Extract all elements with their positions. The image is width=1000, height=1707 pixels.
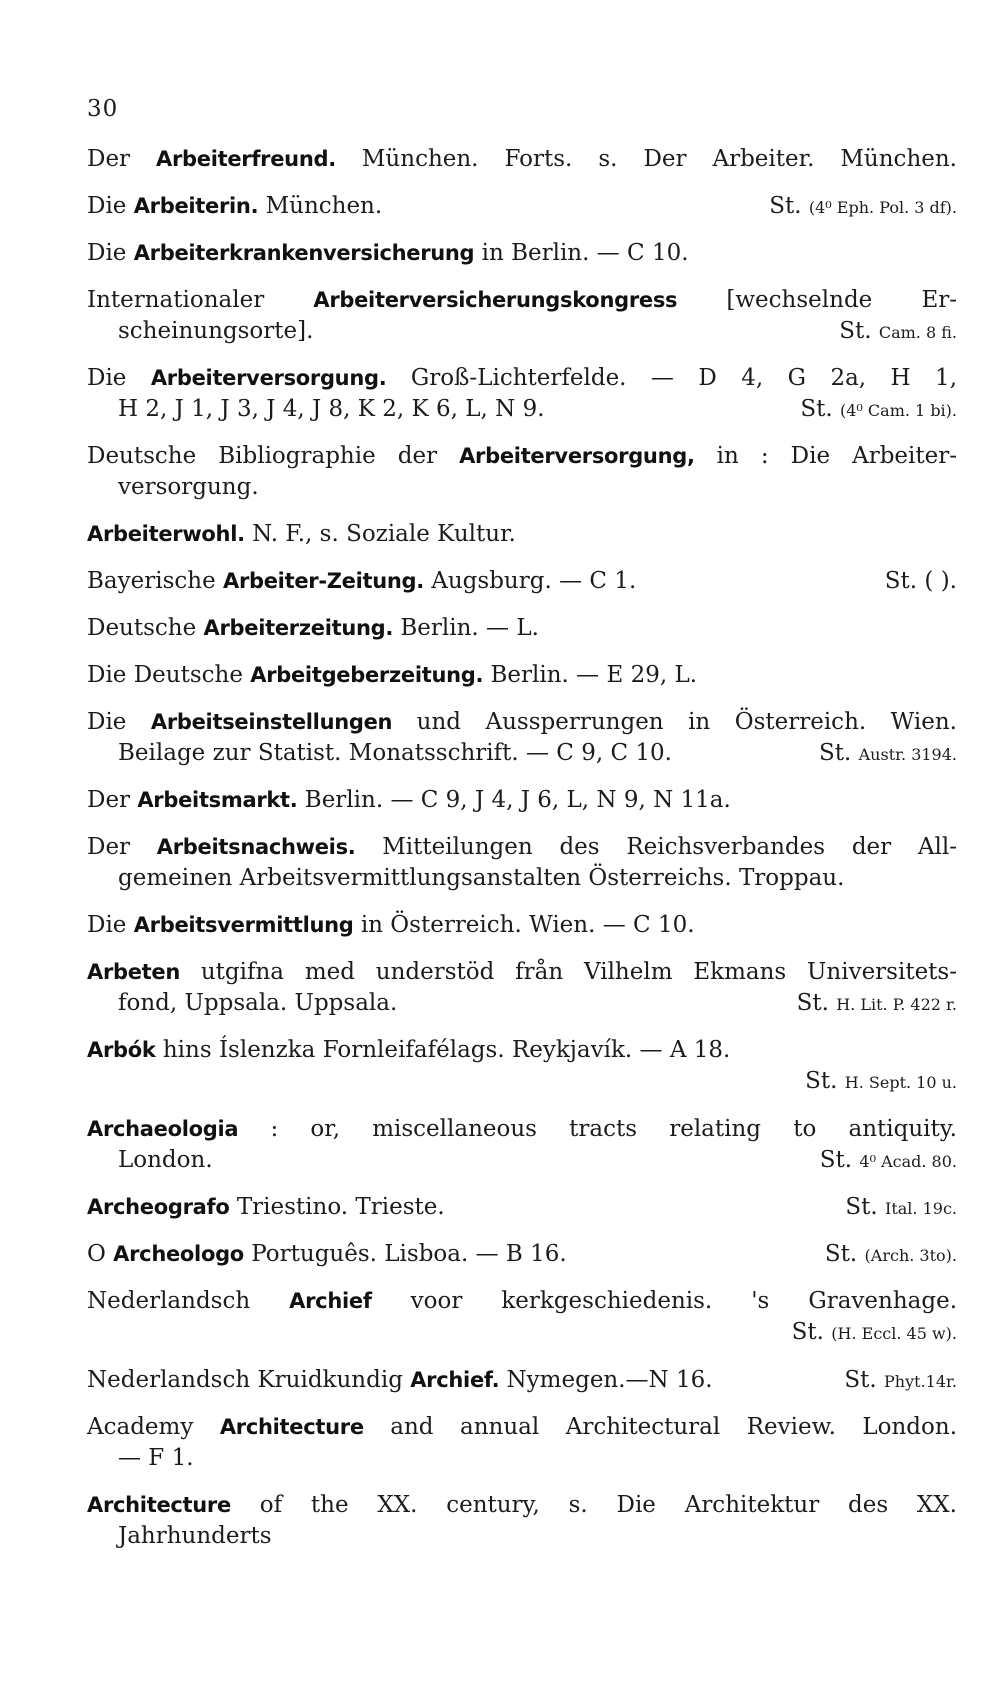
entry-line: Internationaler Arbeiterversicherungskongress [wechselnde Er- [87,287,957,313]
page-number: 30 [87,96,119,122]
entry-line: — F 1. [118,1445,194,1471]
entry-headword: Arbeiterzeitung. [203,616,394,640]
entry-line: Deutsche Arbeiterzeitung. Berlin. — L. [87,615,539,641]
entry-line: London. St. 4⁰ Acad. 80. [87,1145,957,1176]
shelfmark: St. (4⁰ Cam. 1 bi). [800,396,957,422]
entry-headword: Arbeiterversorgung. [150,366,387,390]
shelfmark: St. Cam. 8 fi. [839,318,957,344]
entry-line: versorgung. [118,474,259,500]
shelfmark: St. H. Lit. P. 422 r. [796,990,957,1016]
entry-headword: Arbeitsnachweis. [156,835,356,859]
entry-line: Der Arbeitsnachweis. Mitteilungen des Reichsverbandes der All- [87,834,958,860]
entry-line: Die Arbeiterkrankenversicherung in Berlin. — C 10. [87,240,689,266]
entry-line: Die Arbeitseinstellungen und Aussperrungen in Österreich. Wien. [87,709,957,735]
shelfmark: St. (4⁰ Eph. Pol. 3 df). [769,193,957,219]
list-item [87,957,957,1019]
entry-headword: Archaeologia [87,1117,239,1141]
entry-line: scheinungsorte]. St. Cam. 8 fi. [87,316,957,347]
entry-line: Arbók hins Íslenzka Fornleifafélags. Reykjavík. — A 18. [87,1037,731,1063]
entry-line: Nederlandsch Kruidkundig Archief. Nymegen.—N 16. St. Phyt.14r. [87,1365,957,1396]
list-item [87,363,957,425]
shelfmark: St. ( ). [884,568,957,594]
entry-headword: Architecture [87,1493,231,1517]
page [87,96,957,1568]
entry-headword: Arbeitsvermittlung [133,913,354,937]
entry-headword: Archeografo [87,1195,230,1219]
list-item [87,441,957,503]
entry-line: Beilage zur Statist. Monatsschrift. — C 9, C 10. St. Austr. 3194. [87,738,957,769]
list-item [87,1490,957,1552]
list-item [87,285,957,347]
list-item [87,1286,957,1349]
entry-line: Der Arbeiterfreund. München. Forts. s. Der Arbeiter. München. [87,146,957,172]
entry-headword: Arbeiter-Zeitung. [223,569,424,593]
shelfmark: St. 4⁰ Acad. 80. [819,1147,957,1173]
entry-line: fond, Uppsala. Uppsala. St. H. Lit. P. 422 r. [87,988,957,1019]
entry-line: Arbeten utgifna med understöd från Vilhelm Ekmans Universitets- [87,959,957,985]
entry-line: Academy Architecture and annual Architectural Review. London. [87,1414,957,1440]
entry-headword: Archeologo [113,1242,244,1266]
entry-line: Die Arbeiterversorgung. Groß-Lichterfelde. — D 4, G 2a, H 1, [87,365,958,391]
list-item [87,910,957,941]
list-item [87,1239,957,1270]
list-item [87,566,957,597]
entry-line: Arbeiterwohl. N. F., s. Soziale Kultur. [87,521,516,547]
entry-line: Jahrhunderts [118,1523,272,1549]
entry-headword: Arbeiterin. [133,194,259,218]
list-item [87,1192,957,1223]
entry-headword: Arbeiterversorgung, [459,444,695,468]
entry-headword: Archief [289,1289,372,1313]
shelfmark: St. Ital. 19c. [845,1194,957,1220]
list-item [87,1035,957,1098]
list-item [87,660,957,691]
entry-headword: Arbeiterkrankenversicherung [133,241,475,265]
entry-headword: Arbeitsmarkt. [137,788,298,812]
entry-line: Deutsche Bibliographie der Arbeiterversorgung, in : Die Arbeiter- [87,443,957,469]
entry-headword: Arbeiterversicherungskongress [313,288,678,312]
list-item [87,707,957,769]
shelfmark: St. Phyt.14r. [844,1367,957,1393]
entry-headword: Architecture [219,1415,364,1439]
shelfmark: St. H. Sept. 10 u. [805,1068,957,1094]
list-item [87,832,957,894]
entry-headword: Arbeiterwohl. [87,522,245,546]
list-item [87,1365,957,1396]
entry-headword: Arbeiterfreund. [156,147,336,171]
list-item [87,785,957,816]
shelfmark: St. (Arch. 3to). [824,1241,957,1267]
entry-line: Die Deutsche Arbeitgeberzeitung. Berlin. — E 29, L. [87,662,698,688]
list-item [87,1114,957,1176]
list-item [87,191,957,222]
entry-headword: Arbeten [87,960,181,984]
entry-headword: Arbók [87,1038,156,1062]
entry-line: Archeografo Triestino. Trieste. St. Ital. 19c. [87,1192,957,1223]
entry-line: Der Arbeitsmarkt. Berlin. — C 9, J 4, J 6, L, N 9, N 11a. [87,787,731,813]
entry-headword: Archief. [410,1368,500,1392]
entry-line: H 2, J 1, J 3, J 4, J 8, K 2, K 6, L, N 9. St. (4⁰ Cam. 1 bi). [87,394,957,425]
entry-headword: Arbeitgeberzeitung. [250,663,484,687]
list-item [87,238,957,269]
entry-line: Die Arbeitsvermittlung in Österreich. Wien. — C 10. [87,912,695,938]
list-item [87,613,957,644]
list-item [87,144,957,175]
entry-line: Architecture of the XX. century, s. Die Architektur des XX. [87,1492,957,1518]
entry-line: O Archeologo Português. Lisboa. — B 16. St. (Arch. 3to). [87,1239,957,1270]
shelfmark: St. (H. Eccl. 45 w). [791,1319,957,1345]
entry-line: Nederlandsch Archief voor kerkgeschiedenis. 's Gravenhage. [87,1288,958,1314]
entry-line: gemeinen Arbeitsvermittlungsanstalten Österreichs. Troppau. [118,865,845,891]
shelfmark: St. Austr. 3194. [819,740,957,766]
entry-line: Die Arbeiterin. München. St. (4⁰ Eph. Pol. 3 df). [87,191,957,222]
entry-line: Archaeologia : or, miscellaneous tracts relating to antiquity. [87,1116,957,1142]
list-item [87,1412,957,1474]
entry-headword: Arbeitseinstellungen [150,710,393,734]
entry-line: Bayerische Arbeiter-Zeitung. Augsburg. — C 1. St. ( ). [87,566,957,597]
list-item [87,519,957,550]
